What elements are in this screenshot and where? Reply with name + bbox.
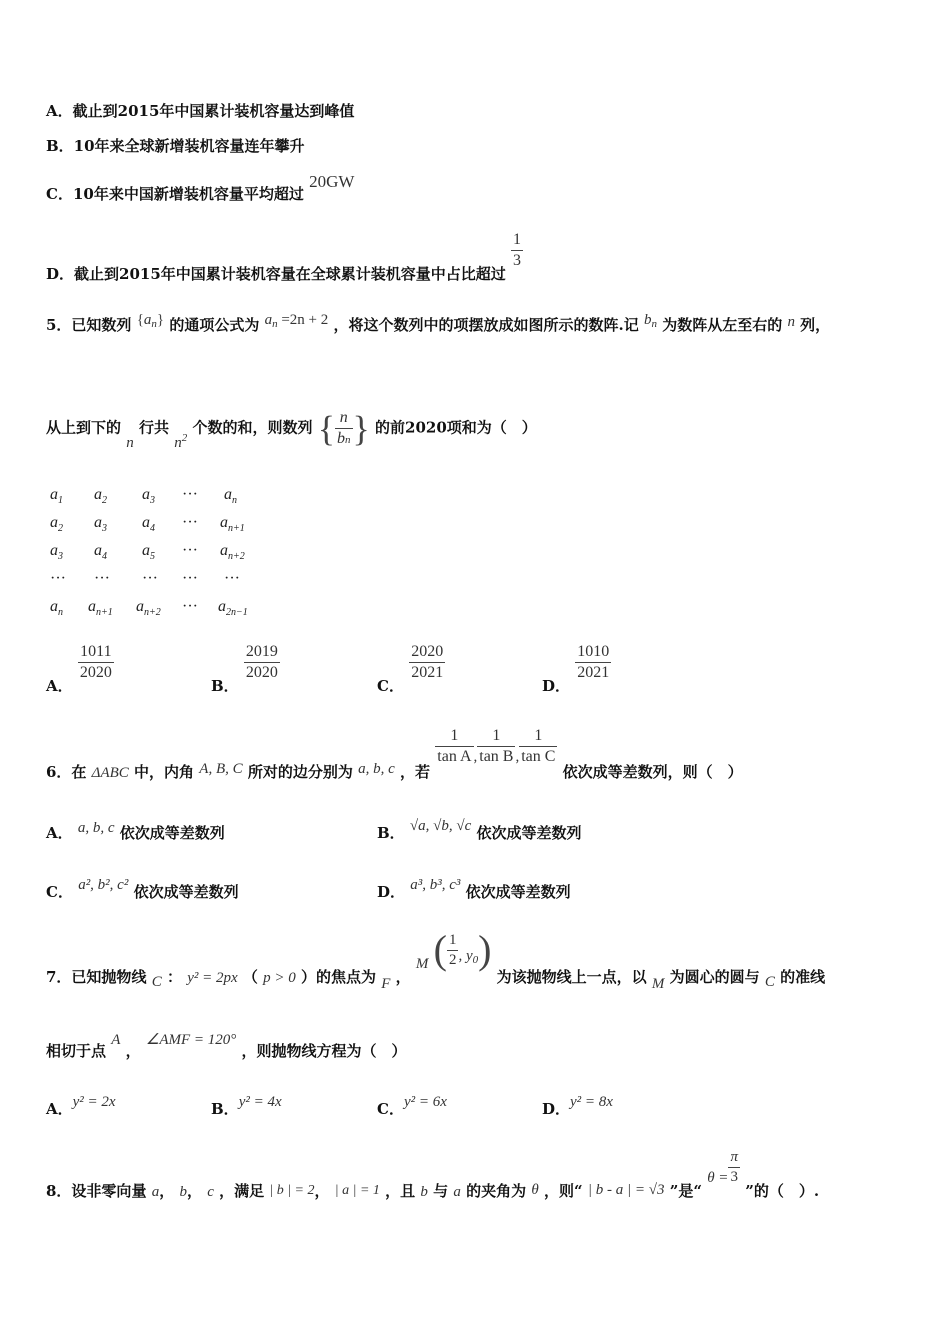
matrix-cell: ··· [94,570,110,587]
q6-option-a: A． a, b, c 依次成等差数列 [46,820,225,842]
matrix-cell: $a_3$ [50,542,63,563]
matrix-cell: $a_n$ [224,486,237,507]
matrix-cell: ··· [50,570,66,587]
q5-line1: 5．已知数列 $\{a_n\}$ 的通项公式为 $a_n =2n + 2$ ，将这个数列中的项摆放成如图所示的数阵.记 $b_n$ 为数阵从左至右的 n 列， [46,312,831,334]
matrix-cell: $a_3$ [142,486,155,507]
q7-option-c: C．y² = 6x [377,1094,447,1118]
matrix-cell: $a_{n+2}$ [220,542,245,563]
q5-option-c: C． $\frac{2020}{2021}$ [377,643,444,695]
matrix-cell: $a_3$ [94,514,107,535]
q5-bn: $b_n$ [643,312,657,330]
q4-option-c-math: 20GW [309,172,355,191]
matrix-cell: $a_n$ [50,598,63,619]
q6-option-c: C． a², b², c² 依次成等差数列 [46,877,239,901]
q5-option-a: A． $\frac{1011}{2020}$ [46,643,112,695]
q7-line2: 相切于点 A ， ∠AMF = 120° ，则抛物线方程为（ ） [46,1032,407,1060]
matrix-cell: ··· [182,598,198,615]
q5-line2: 从上到下的 n 行共 $n^2$ 个数的和，则数列 { $\frac{n}{bn}$ } 的前2020项和为（ ） [46,408,537,451]
q7-option-a: A．y² = 2x [46,1094,116,1118]
q4-option-d-text: D．截止到2015年中国累计装机容量在全球累计装机容量中占比超过 [46,264,506,283]
matrix-cell: $a_2$ [50,514,63,535]
matrix-cell: ··· [224,570,240,587]
matrix-cell: $a_1$ [50,486,63,507]
q7-option-b: B．y² = 4x [211,1094,282,1118]
matrix-cell: $a_{n+1}$ [220,514,245,535]
q4-option-c-text: C．10年来中国新增装机容量平均超过 [46,185,304,203]
q5-n-squared: $n^2$ [174,431,188,451]
q4-option-a: A．截止到2015年中国累计装机容量达到峰值 [46,102,355,120]
q5-option-b: B． $\frac{2019}{2020}$ [211,643,278,695]
matrix-cell: $a_5$ [142,542,155,563]
matrix-cell: ··· [182,570,198,587]
matrix-cell: $a_{2n-1}$ [218,598,248,619]
matrix-cell: $a_4$ [142,514,155,535]
q5-formula: $a_n =2n + 2$ [264,312,329,330]
q8-stem: 8．设非零向量 a， b， c ，满足 | b | = 2， | a | = 1 ，且 b 与 a 的夹角为 θ ，则“ | b - a | = √3 ”是“ θ = $\frac{\pi}{3}$ ”的（ ）. [46,1149,820,1200]
q6-stem: 6．在 ΔABC 中，内角 A, B, C 所对的边分别为 a, b, c ，若 $\frac{1}{\text{tan A}}$ , $\frac{1}{\text{tan B}}$ , $\frac{1}{\text{tan C}}$ 依次成等差数列，则（ ） [46,727,743,781]
q4-option-b: B．10年来全球新增装机容量连年攀升 [46,137,305,155]
q5-fraction: $\frac{n}{bn}$ [337,409,351,447]
q7-option-d: D．y² = 8x [542,1094,613,1118]
q4-option-d [46,231,523,283]
q6-option-d: D． a³, b³, c³ 依次成等差数列 [377,877,571,901]
q4-option-c [46,172,355,203]
q7-line1: 7．已知抛物线 C ： y² = 2px （ p > 0 ）的焦点为 F ， M ( $\frac{1}{2}$ , $y_0$) 为该抛物线上一点，以 M 为圆心的圆与 C 的准线 [46,927,826,992]
q5-seq: $\{a_n\}$ [136,312,165,330]
q6-option-b: B． √a, √b, √c 依次成等差数列 [377,818,582,842]
matrix-cell: $a_4$ [94,542,107,563]
matrix-cell: ··· [142,570,158,587]
q5-option-d: D． $\frac{1010}{2021}$ [542,643,610,695]
matrix-cell: $a_{n+1}$ [88,598,113,619]
matrix-cell: ··· [182,542,198,559]
matrix-cell: $a_{n+2}$ [136,598,161,619]
matrix-cell: $a_2$ [94,486,107,507]
matrix-cell: ··· [182,486,198,503]
matrix-cell: ··· [182,514,198,531]
q4-option-d-fraction: $\frac{1}{3}$ [513,231,521,269]
